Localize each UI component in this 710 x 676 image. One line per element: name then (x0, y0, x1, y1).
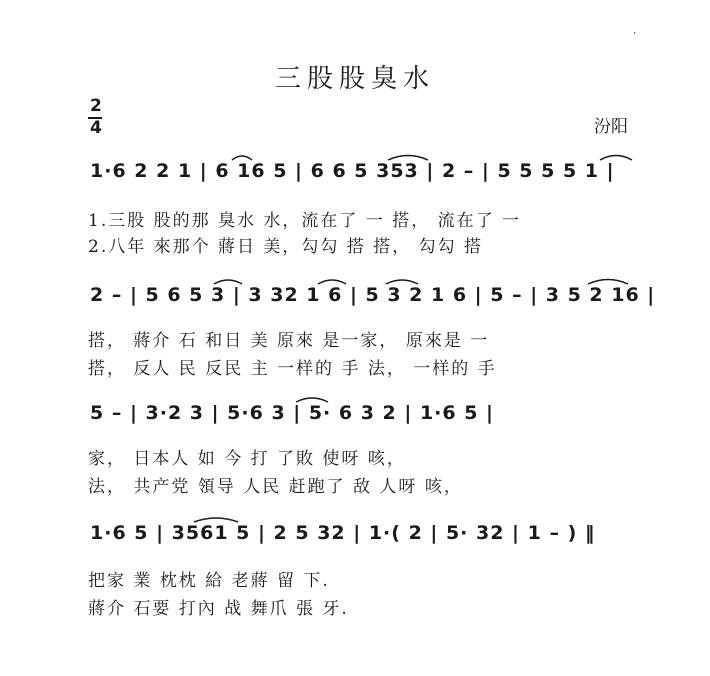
slur-mark (296, 398, 328, 402)
lyric-system-3-verse-1: 家， 日本人 如 今 打 了敗 使呀 咳， (88, 449, 406, 469)
time-signature-top: 2 (90, 96, 102, 116)
lyric-system-1-verse-2: 2.八年 來那个 蔣日 美，勾勾 搭 搭， 勾勾 搭 (88, 237, 484, 257)
time-signature-bottom: 4 (90, 118, 102, 138)
lyric-system-2-verse-2: 搭， 反人 民 反民 主 一样的 手 法， 一样的 手 (88, 359, 497, 379)
slur-mark (318, 280, 346, 284)
slur-mark (214, 280, 242, 284)
lyric-system-1-verse-1: 1.三股 股的那 臭水 水，流在了 一 搭， 流在了 一 (88, 211, 522, 231)
lyric-system-2-verse-1: 搭， 蔣介 石 和日 美 原來 是一家， 原來是 一 (88, 331, 490, 351)
notes-system-1: 1·6 2 2 1 | 6 16 5 | 6 6 5 353 | 2 – | 5 5 5 5 1 | (90, 160, 615, 182)
slur-mark (386, 280, 418, 284)
notes-system-2: 2 – | 5 6 5 3 | 3 32 1 6 | 5 3 2 1 6 | 5 – | 3 5 2 16 | (90, 284, 656, 306)
slur-mark (588, 280, 628, 285)
region-label: 汾阳 (594, 117, 628, 137)
slur-mark (600, 156, 632, 161)
song-title: 三股股臭水 (274, 64, 435, 94)
slur-mark (232, 156, 252, 160)
corner-mark: ᐝ (632, 30, 636, 44)
lyric-system-4-verse-1: 把家 業 枕枕 給 老蔣 留 下. (88, 571, 330, 591)
notes-system-3: 5 – | 3·2 3 | 5·6 3 | 5· 6 3 2 | 1·6 5 | (90, 402, 494, 424)
slur-mark (194, 518, 238, 522)
slur-mark (388, 156, 428, 161)
lyric-system-3-verse-2: 法， 共产党 領导 人民 赶跑了 敌 人呀 咳， (88, 477, 463, 497)
notes-system-4: 1·6 5 | 3561 5 | 2 5 32 | 1·( 2 | 5· 32 | 1 – ) ‖ (90, 522, 596, 544)
lyric-system-4-verse-2: 蔣介 石要 打內 战 舞爪 張 牙. (88, 599, 349, 619)
